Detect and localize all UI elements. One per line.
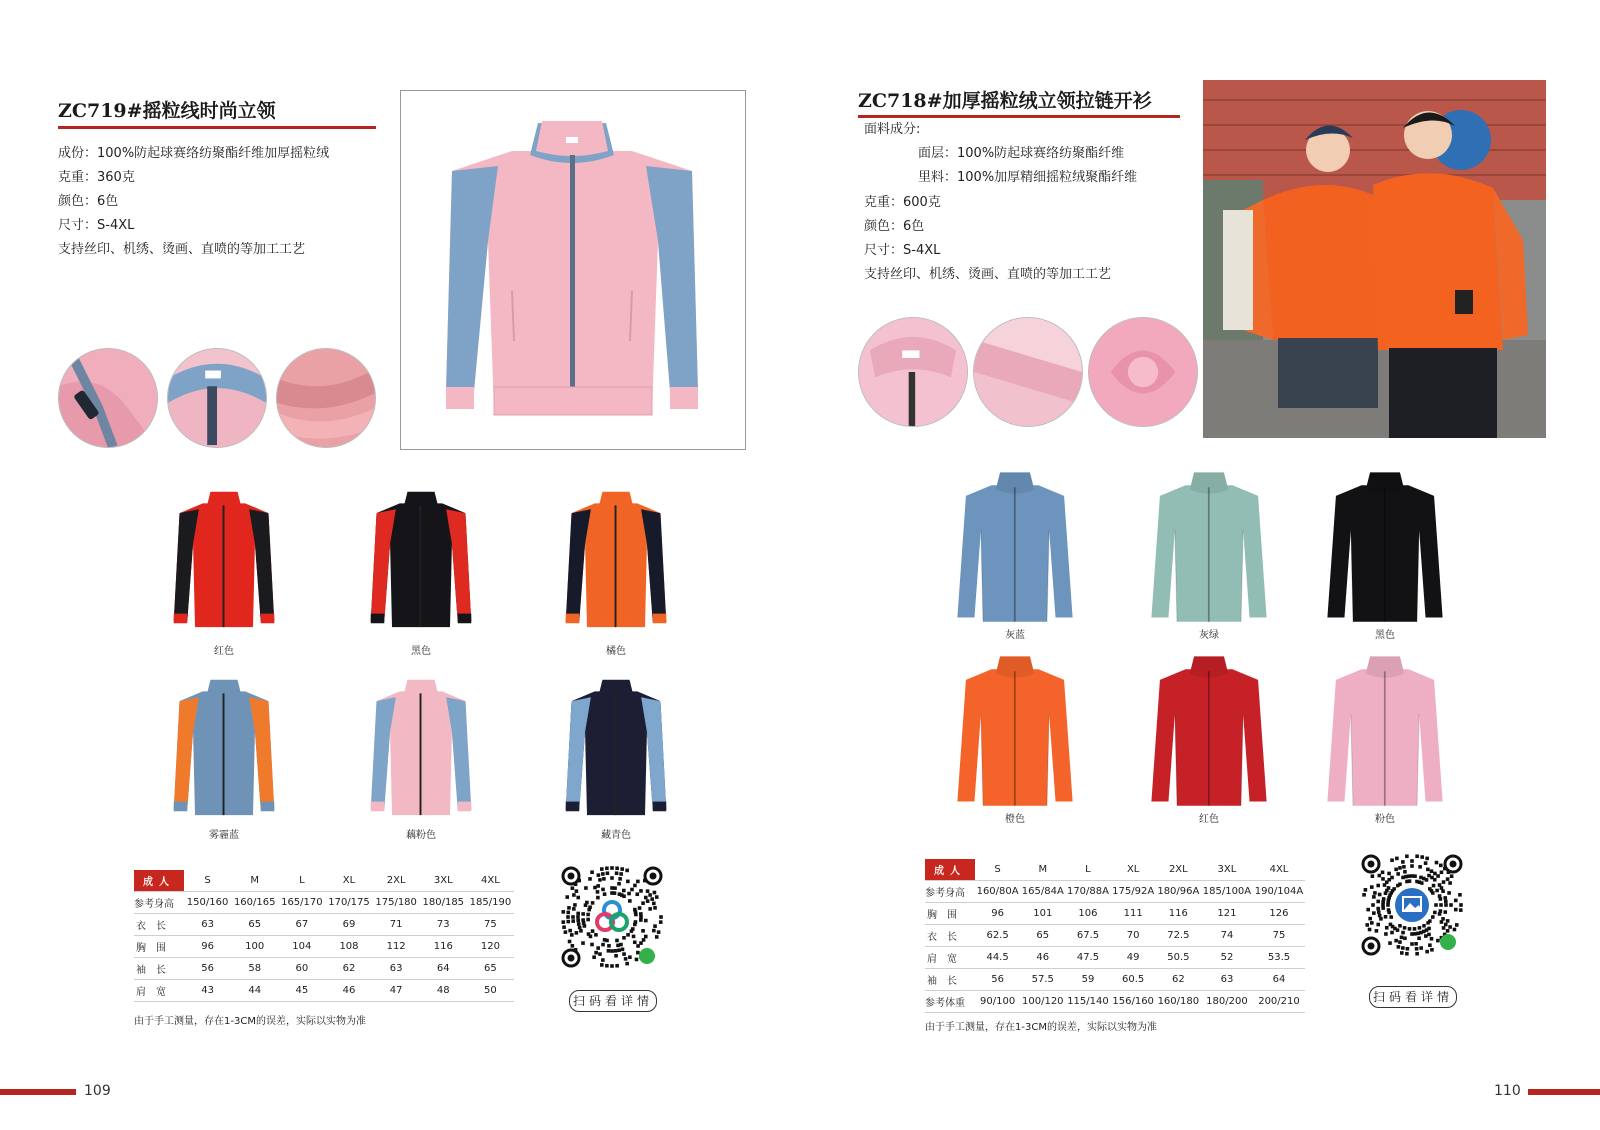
spec-line: 颜色：6色 bbox=[864, 219, 925, 234]
left-qr-block[interactable] bbox=[557, 862, 667, 1012]
left-scan-details-button[interactable]: 扫码看详情 bbox=[569, 990, 657, 1012]
right-color-swatch-jacket bbox=[1141, 650, 1277, 810]
right-color-label: 灰蓝 bbox=[1005, 630, 1025, 641]
size-table-cell: 48 bbox=[420, 980, 467, 1002]
left-color-label: 红色 bbox=[214, 646, 234, 657]
left-size-table bbox=[134, 870, 514, 1002]
spec-line: 面层：100%防起球赛络纺聚酯纤维 bbox=[918, 146, 1125, 161]
right-page-number: 110 bbox=[1494, 1083, 1521, 1099]
left-color-label: 黑色 bbox=[411, 646, 431, 657]
right-detail-cuff bbox=[973, 317, 1083, 427]
left-measure-note: 由于手工测量，存在1-3CM的误差，实际以实物为准 bbox=[134, 1016, 366, 1027]
right-color-swatch-jacket bbox=[947, 650, 1083, 810]
size-table-cell: 58 bbox=[231, 958, 278, 980]
size-table-cell: 111 bbox=[1111, 903, 1156, 925]
right-detail-collar bbox=[858, 317, 968, 427]
size-table-cell: 108 bbox=[325, 936, 372, 958]
right-qr-block[interactable] bbox=[1357, 850, 1467, 1010]
size-table-row-label: 胸围 bbox=[134, 936, 184, 958]
spec-line: 尺寸：S-4XL bbox=[864, 243, 941, 258]
size-table-cell: 60.5 bbox=[1111, 969, 1156, 991]
size-table-cell: 96 bbox=[975, 903, 1020, 925]
size-table-cell: 72.5 bbox=[1156, 925, 1201, 947]
size-table-size-header: 2XL bbox=[1156, 859, 1201, 881]
right-color-label: 黑色 bbox=[1375, 630, 1395, 641]
left-detail-fabric bbox=[276, 348, 376, 448]
size-table-cell: 44.5 bbox=[975, 947, 1020, 969]
table-row bbox=[134, 892, 514, 914]
size-table-cell: 180/96A bbox=[1156, 881, 1201, 903]
size-table-cell: 106 bbox=[1065, 903, 1110, 925]
size-table-cell: 160/80A bbox=[975, 881, 1020, 903]
table-row bbox=[925, 881, 1305, 903]
size-table-size-header: M bbox=[1020, 859, 1065, 881]
size-table-cell: 185/100A bbox=[1201, 881, 1253, 903]
size-table-cell: 57.5 bbox=[1020, 969, 1065, 991]
size-table-cell: 50.5 bbox=[1156, 947, 1201, 969]
spec-line: 颜色：6色 bbox=[58, 194, 119, 209]
size-table-cell: 104 bbox=[278, 936, 325, 958]
left-hero-jacket bbox=[401, 91, 743, 447]
size-table-cell: 56 bbox=[184, 958, 231, 980]
left-hero-frame bbox=[400, 90, 746, 450]
left-color-swatch-jacket bbox=[166, 674, 282, 819]
left-detail-collar bbox=[167, 348, 267, 448]
left-color-swatch-jacket bbox=[166, 486, 282, 631]
table-row bbox=[134, 980, 514, 1002]
left-color-label: 雾霾蓝 bbox=[209, 830, 239, 841]
size-table-cell: 60 bbox=[278, 958, 325, 980]
size-table-size-header: 2XL bbox=[373, 870, 420, 892]
size-table-cell: 175/92A bbox=[1111, 881, 1156, 903]
size-table-cell: 185/190 bbox=[467, 892, 514, 914]
size-table-size-header: L bbox=[278, 870, 325, 892]
size-table-cell: 170/175 bbox=[325, 892, 372, 914]
size-table-cell: 62.5 bbox=[975, 925, 1020, 947]
size-table-cell: 126 bbox=[1253, 903, 1305, 925]
size-table-cell: 46 bbox=[325, 980, 372, 1002]
size-table-row-label: 袖长 bbox=[925, 969, 975, 991]
size-table-cell: 150/160 bbox=[184, 892, 231, 914]
spec-line: 支持丝印、机绣、烫画、直喷的等加工工艺 bbox=[58, 242, 306, 257]
size-table-cell: 165/170 bbox=[278, 892, 325, 914]
size-table-size-header: 3XL bbox=[420, 870, 467, 892]
table-row bbox=[134, 914, 514, 936]
size-table-cell: 63 bbox=[1201, 969, 1253, 991]
size-table-cell: 47 bbox=[373, 980, 420, 1002]
size-table-cell: 45 bbox=[278, 980, 325, 1002]
spec-line: 克重：600克 bbox=[864, 195, 941, 210]
left-color-swatch-jacket bbox=[363, 486, 479, 631]
size-table-cell: 64 bbox=[420, 958, 467, 980]
spec-line: 里料：100%加厚精细摇粒绒聚酯纤维 bbox=[918, 170, 1138, 185]
table-row bbox=[134, 958, 514, 980]
size-table-cell: 71 bbox=[373, 914, 420, 936]
size-table-cell: 63 bbox=[184, 914, 231, 936]
table-row bbox=[925, 903, 1305, 925]
size-table-size-header: L bbox=[1065, 859, 1110, 881]
size-table-cell: 100 bbox=[231, 936, 278, 958]
size-table-cell: 156/160 bbox=[1111, 991, 1156, 1013]
size-table-cell: 62 bbox=[1156, 969, 1201, 991]
size-table-cell: 200/210 bbox=[1253, 991, 1305, 1013]
size-table-cell: 70 bbox=[1111, 925, 1156, 947]
size-table-cell: 65 bbox=[1020, 925, 1065, 947]
size-table-size-header: 3XL bbox=[1201, 859, 1253, 881]
size-table-cell: 65 bbox=[231, 914, 278, 936]
size-table-cell: 67 bbox=[278, 914, 325, 936]
size-table-cell: 180/200 bbox=[1201, 991, 1253, 1013]
size-table-row-label: 袖长 bbox=[134, 958, 184, 980]
left-color-swatch-jacket bbox=[558, 486, 674, 631]
table-row bbox=[925, 991, 1305, 1013]
size-table-cell: 64 bbox=[1253, 969, 1305, 991]
size-table-cell: 121 bbox=[1201, 903, 1253, 925]
right-color-label: 粉色 bbox=[1375, 814, 1395, 825]
right-product-title: ZC718#加厚摇粒绒立领拉链开衫 bbox=[858, 90, 1152, 112]
left-page-number: 109 bbox=[84, 1083, 111, 1099]
size-table-cell: 170/88A bbox=[1065, 881, 1110, 903]
size-table-size-header: S bbox=[975, 859, 1020, 881]
size-table-cell: 180/185 bbox=[420, 892, 467, 914]
size-table-size-header: 4XL bbox=[467, 870, 514, 892]
right-page-bar bbox=[1528, 1089, 1600, 1095]
size-table-cell: 47.5 bbox=[1065, 947, 1110, 969]
size-table-cell: 160/180 bbox=[1156, 991, 1201, 1013]
left-color-label: 藏青色 bbox=[601, 830, 631, 841]
right-color-swatch-jacket bbox=[1317, 466, 1453, 626]
size-table-cell: 50 bbox=[467, 980, 514, 1002]
size-table-row-label: 肩宽 bbox=[925, 947, 975, 969]
size-table-cell: 56 bbox=[975, 969, 1020, 991]
table-row bbox=[925, 925, 1305, 947]
right-lifestyle-photo bbox=[1203, 80, 1546, 438]
size-table-cell: 69 bbox=[325, 914, 372, 936]
spec-line: 克重：360克 bbox=[58, 170, 135, 185]
left-qr-code-icon[interactable] bbox=[557, 862, 667, 972]
right-qr-code-icon[interactable] bbox=[1357, 850, 1467, 960]
size-table-row-label: 参考体重 bbox=[925, 991, 975, 1013]
left-page-bar bbox=[0, 1089, 76, 1095]
size-table-size-header: 4XL bbox=[1253, 859, 1305, 881]
size-table-row-label: 衣长 bbox=[134, 914, 184, 936]
size-table-cell: 115/140 bbox=[1065, 991, 1110, 1013]
size-table-row-label: 胸围 bbox=[925, 903, 975, 925]
size-table-row-label: 衣长 bbox=[925, 925, 975, 947]
size-table-size-header: XL bbox=[1111, 859, 1156, 881]
size-table-cell: 46 bbox=[1020, 947, 1065, 969]
size-table-row-label: 参考身高 bbox=[134, 892, 184, 914]
size-table-cell: 90/100 bbox=[975, 991, 1020, 1013]
size-table-adult-badge: 成人 bbox=[134, 870, 184, 892]
size-table-cell: 165/84A bbox=[1020, 881, 1065, 903]
right-color-label: 红色 bbox=[1199, 814, 1219, 825]
right-color-label: 灰绿 bbox=[1199, 630, 1219, 641]
left-color-label: 橘色 bbox=[606, 646, 626, 657]
right-measure-note: 由于手工测量，存在1-3CM的误差，实际以实物为准 bbox=[925, 1022, 1157, 1033]
size-table-cell: 160/165 bbox=[231, 892, 278, 914]
size-table-cell: 116 bbox=[1156, 903, 1201, 925]
spec-line: 尺寸：S-4XL bbox=[58, 218, 135, 233]
size-table-cell: 49 bbox=[1111, 947, 1156, 969]
size-table-row-label: 肩宽 bbox=[134, 980, 184, 1002]
size-table-cell: 116 bbox=[420, 936, 467, 958]
size-table-cell: 53.5 bbox=[1253, 947, 1305, 969]
right-color-swatch-jacket bbox=[947, 466, 1083, 626]
table-row bbox=[925, 969, 1305, 991]
spec-line: 成份：100%防起球赛络纺聚酯纤维加厚摇粒绒 bbox=[58, 146, 330, 161]
right-color-label: 橙色 bbox=[1005, 814, 1025, 825]
left-product-title: ZC719#摇粒线时尚立领 bbox=[58, 100, 276, 122]
size-table-cell: 120 bbox=[467, 936, 514, 958]
size-table-size-header: XL bbox=[325, 870, 372, 892]
size-table-cell: 67.5 bbox=[1065, 925, 1110, 947]
size-table-cell: 74 bbox=[1201, 925, 1253, 947]
size-table-cell: 43 bbox=[184, 980, 231, 1002]
size-table-adult-badge: 成人 bbox=[925, 859, 975, 881]
left-color-swatch-jacket bbox=[363, 674, 479, 819]
table-row bbox=[134, 936, 514, 958]
size-table-cell: 63 bbox=[373, 958, 420, 980]
size-table-cell: 65 bbox=[467, 958, 514, 980]
size-table-row-label: 参考身高 bbox=[925, 881, 975, 903]
size-table-cell: 62 bbox=[325, 958, 372, 980]
size-table-cell: 44 bbox=[231, 980, 278, 1002]
size-table-header-row bbox=[134, 870, 514, 892]
size-table-size-header: S bbox=[184, 870, 231, 892]
right-scan-details-button[interactable]: 扫码看详情 bbox=[1369, 986, 1457, 1008]
right-color-swatch-jacket bbox=[1141, 466, 1277, 626]
size-table-cell: 96 bbox=[184, 936, 231, 958]
size-table-cell: 59 bbox=[1065, 969, 1110, 991]
size-table-cell: 100/120 bbox=[1020, 991, 1065, 1013]
right-size-table bbox=[925, 859, 1305, 1013]
size-table-cell: 52 bbox=[1201, 947, 1253, 969]
table-row bbox=[925, 947, 1305, 969]
spec-line: 支持丝印、机绣、烫画、直喷的等加工工艺 bbox=[864, 267, 1112, 282]
right-spec-heading: 面料成分: bbox=[864, 122, 921, 137]
right-detail-fleece bbox=[1088, 317, 1198, 427]
size-table-cell: 73 bbox=[420, 914, 467, 936]
size-table-cell: 101 bbox=[1020, 903, 1065, 925]
size-table-cell: 75 bbox=[1253, 925, 1305, 947]
left-color-label: 藕粉色 bbox=[406, 830, 436, 841]
size-table-cell: 190/104A bbox=[1253, 881, 1305, 903]
left-color-swatch-jacket bbox=[558, 674, 674, 819]
size-table-cell: 175/180 bbox=[373, 892, 420, 914]
size-table-size-header: M bbox=[231, 870, 278, 892]
left-title-rule bbox=[58, 126, 376, 129]
right-color-swatch-jacket bbox=[1317, 650, 1453, 810]
size-table-cell: 112 bbox=[373, 936, 420, 958]
size-table-cell: 75 bbox=[467, 914, 514, 936]
size-table-header-row bbox=[925, 859, 1305, 881]
left-detail-zipper-pull bbox=[58, 348, 158, 448]
